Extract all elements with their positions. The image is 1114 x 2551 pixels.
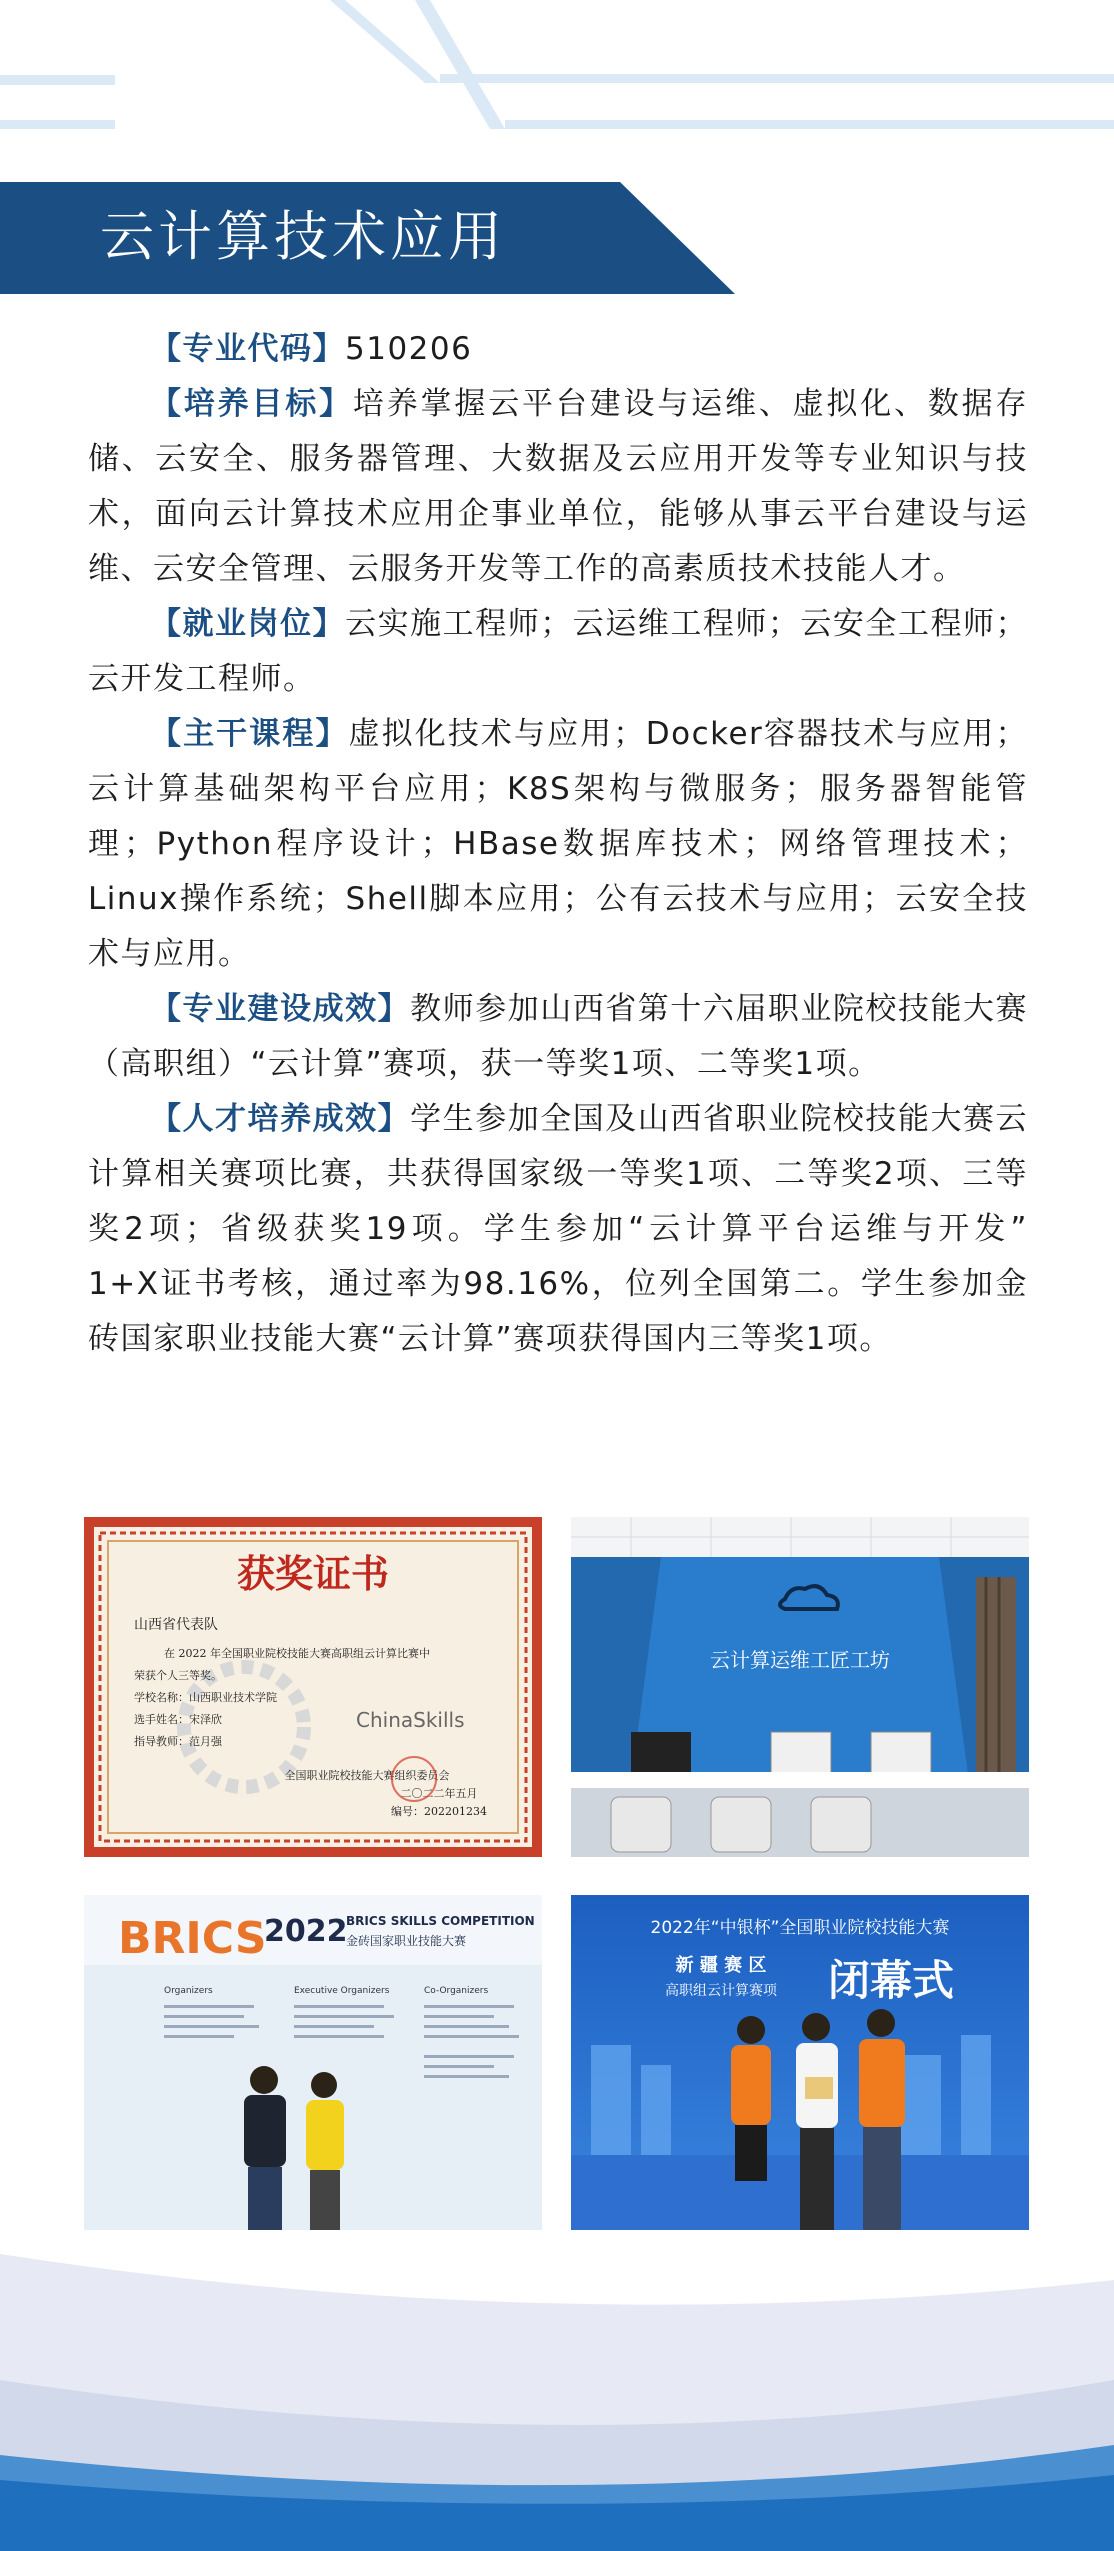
section-goal <box>88 377 1028 597</box>
certificate-photo <box>84 1517 542 1857</box>
brics-logo: BRICS <box>118 1913 267 1964</box>
ceremony-line4: 闭幕式 <box>827 1956 955 2005</box>
certificate-line2: 荣获个人三等奖。 <box>134 1669 222 1682</box>
page-title: 云计算技术应用 <box>100 205 506 268</box>
certificate-issuer: 全国职业院校技能大赛组织委员会 <box>284 1769 450 1782</box>
bottom-decoration <box>0 2230 1114 2551</box>
ceremony-line2: 新 疆 赛 区 <box>675 1955 767 1976</box>
brics-year: 2022 <box>264 1914 348 1949</box>
certificate-teacher: 指导教师：范月强 <box>134 1735 222 1748</box>
certificate-school: 学校名称：山西职业技术学院 <box>134 1691 277 1704</box>
certificate-title: 获奖证书 <box>236 1551 390 1596</box>
ceremony-line1: 2022年“中银杯”全国职业院校技能大赛 <box>650 1918 950 1938</box>
certificate-line1: 在 2022 年全国职业院校技能大赛高职组云计算比赛中 <box>164 1647 430 1660</box>
section-construction <box>88 982 1028 1092</box>
section-tag: 【专业代码】 <box>150 331 345 367</box>
award-certificate-icon <box>805 2077 833 2099</box>
section-courses <box>88 707 1028 982</box>
section-tag: 【专业建设成效】 <box>150 991 411 1027</box>
person-icon <box>250 2066 278 2094</box>
brics-co-organizers: Co-Organizers <box>424 1986 489 1996</box>
top-decoration <box>0 0 1114 150</box>
certificate-number: 编号：202201234 <box>391 1805 487 1818</box>
section-text: 510206 <box>345 331 473 367</box>
section-text: 虚拟化技术与应用；Docker容器技术与应用；云计算基础架构平台应用；K8S架构与微服务；服务器智能管理；Python程序设计；HBase数据库技术；网络管理技术；Linux操作系统；Shell脚本应用；公有云技术与应用；云安全技术与应用。 <box>88 716 1029 972</box>
brics-title: BRICS SKILLS COMPETITION <box>346 1914 535 1928</box>
section-text: 教师参加山西省第十六届职业院校技能大赛（高职组）“云计算”赛项，获一等奖1项、二等奖1项。 <box>88 991 1029 1082</box>
certificate-player: 选手姓名：宋泽欣 <box>134 1713 222 1726</box>
person-icon <box>311 2072 337 2098</box>
person-icon <box>802 2013 830 2041</box>
chinaskills-logo: ChinaSkills <box>356 1708 465 1732</box>
studio-photo <box>571 1517 1029 1857</box>
section-tag: 【就业岗位】 <box>150 606 346 642</box>
section-tag: 【主干课程】 <box>150 716 349 752</box>
section-text: 云实施工程师；云运维工程师；云安全工程师；云开发工程师。 <box>88 606 1029 697</box>
brics-executive: Executive Organizers <box>294 1986 390 1996</box>
section-text: 培养掌握云平台建设与运维、虚拟化、数据存储、云安全、服务器管理、大数据及云应用开发等专业知识与技术，面向云计算技术应用企事业单位，能够从事云平台建设与运维、云安全管理、云服务开发等工作的高素质技术技能人才。 <box>88 386 1028 587</box>
ceremony-photo <box>571 1895 1029 2235</box>
ceremony-line3: 高职组云计算赛项 <box>665 1983 777 1999</box>
person-icon <box>737 2016 765 2044</box>
section-tag: 【培养目标】 <box>150 386 353 422</box>
section-code <box>88 322 1028 377</box>
brics-subtitle: 金砖国家职业技能大赛 <box>346 1934 467 1948</box>
certificate-date: 二〇二二年五月 <box>400 1787 478 1800</box>
section-text: 学生参加全国及山西省职业院校技能大赛云计算相关赛项比赛，共获得国家级一等奖1项、二等奖2项、三等奖2项；省级获奖19项。学生参加“云计算平台运维与开发” 1+X证书考核，通过率为98.16%，位列全国第二。学生参加金砖国家职业技能大赛“云计算”赛项获得国内三等奖1项。 <box>88 1101 1061 1357</box>
section-tag: 【人才培养成效】 <box>150 1101 411 1137</box>
certificate-recipient: 山西省代表队 <box>134 1617 218 1633</box>
person-icon <box>867 2009 895 2037</box>
content-body <box>88 322 1061 1367</box>
studio-sign: 云计算运维工匠工坊 <box>710 1648 890 1672</box>
brics-organizers: Organizers <box>164 1986 213 1996</box>
section-talent <box>88 1092 1061 1367</box>
brics-photo <box>84 1895 542 2235</box>
section-jobs <box>88 597 1028 707</box>
